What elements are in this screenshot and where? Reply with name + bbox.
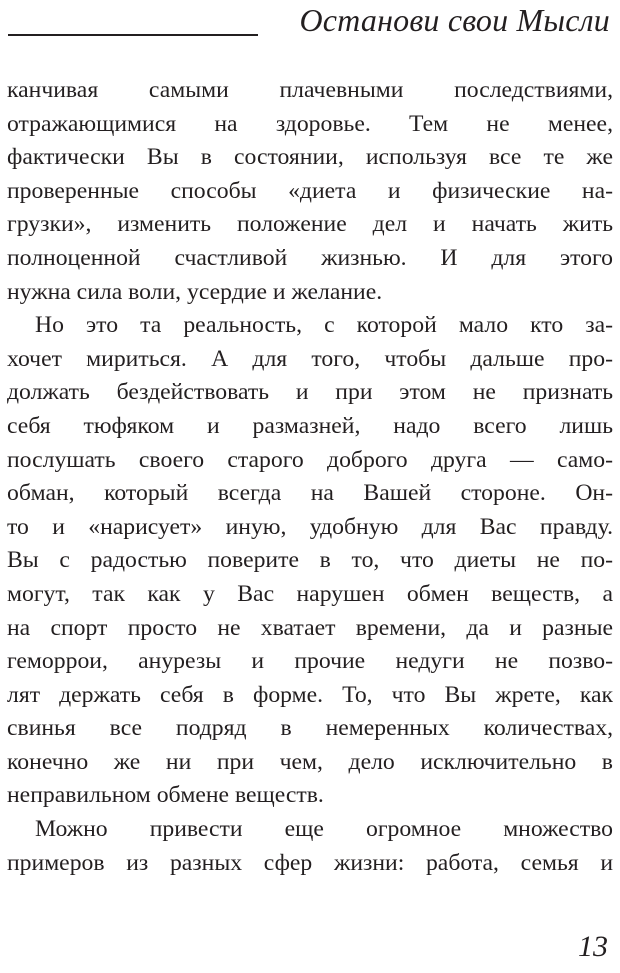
text-line: проверенные способы «диета и физические на- <box>7 177 613 204</box>
text-line: примеров из разных сфер жизни: работа, семья и <box>7 849 613 876</box>
text-line: обман, который всегда на Вашей стороне. Он- <box>7 480 613 507</box>
text-line: лят держать себя в форме. То, что Вы жрете, как <box>7 681 613 708</box>
text-line: грузки», изменить положение дел и начать жить <box>7 211 613 238</box>
text-line: могут, так как у Вас нарушен обмен веществ, а <box>7 580 613 607</box>
text-line: нужна сила воли, усердие и желание. <box>7 278 383 305</box>
text-line: должать бездействовать и при этом не признать <box>7 379 613 406</box>
paragraph-3 <box>7 813 613 880</box>
paragraph-1 <box>7 74 613 309</box>
text-line: Можно привести еще огромное множество <box>35 816 613 843</box>
header-rule <box>8 34 258 36</box>
text-line: Но это та реальность, с которой мало кто за- <box>35 312 613 339</box>
page-body <box>7 74 613 880</box>
text-line: фактически Вы в состоянии, используя все те же <box>7 144 613 171</box>
text-line: неправильном обмене веществ. <box>7 782 324 809</box>
text-line: отражающимися на здоровье. Тем не менее, <box>7 110 613 137</box>
book-title: Останови свои Мысли <box>299 2 610 38</box>
text-line: свинья все подряд в немеренных количествах, <box>7 715 613 742</box>
text-line: послушать своего старого доброго друга — само- <box>7 446 613 473</box>
text-line: на спорт просто не хватает времени, да и разные <box>7 614 613 641</box>
text-line: то и «нарисует» иную, удобную для Вас правду. <box>7 513 613 540</box>
text-line: полноценной счастливой жизнью. И для этого <box>7 244 613 271</box>
page-number: 13 <box>578 930 608 963</box>
paragraph-2 <box>7 309 613 813</box>
text-line: канчивая самыми плачевными последствиями, <box>7 77 613 103</box>
text-line: хочет мириться. А для того, чтобы дальше про- <box>7 345 613 372</box>
running-header <box>0 0 620 48</box>
text-line: Вы с радостью поверите в то, что диеты не по- <box>7 547 613 574</box>
text-line: себя тюфяком и размазней, надо всего лишь <box>7 412 613 439</box>
text-line: конечно же ни при чем, дело исключительно в <box>7 748 613 775</box>
text-line: геморрои, анурезы и прочие недуги не позво- <box>7 648 613 675</box>
